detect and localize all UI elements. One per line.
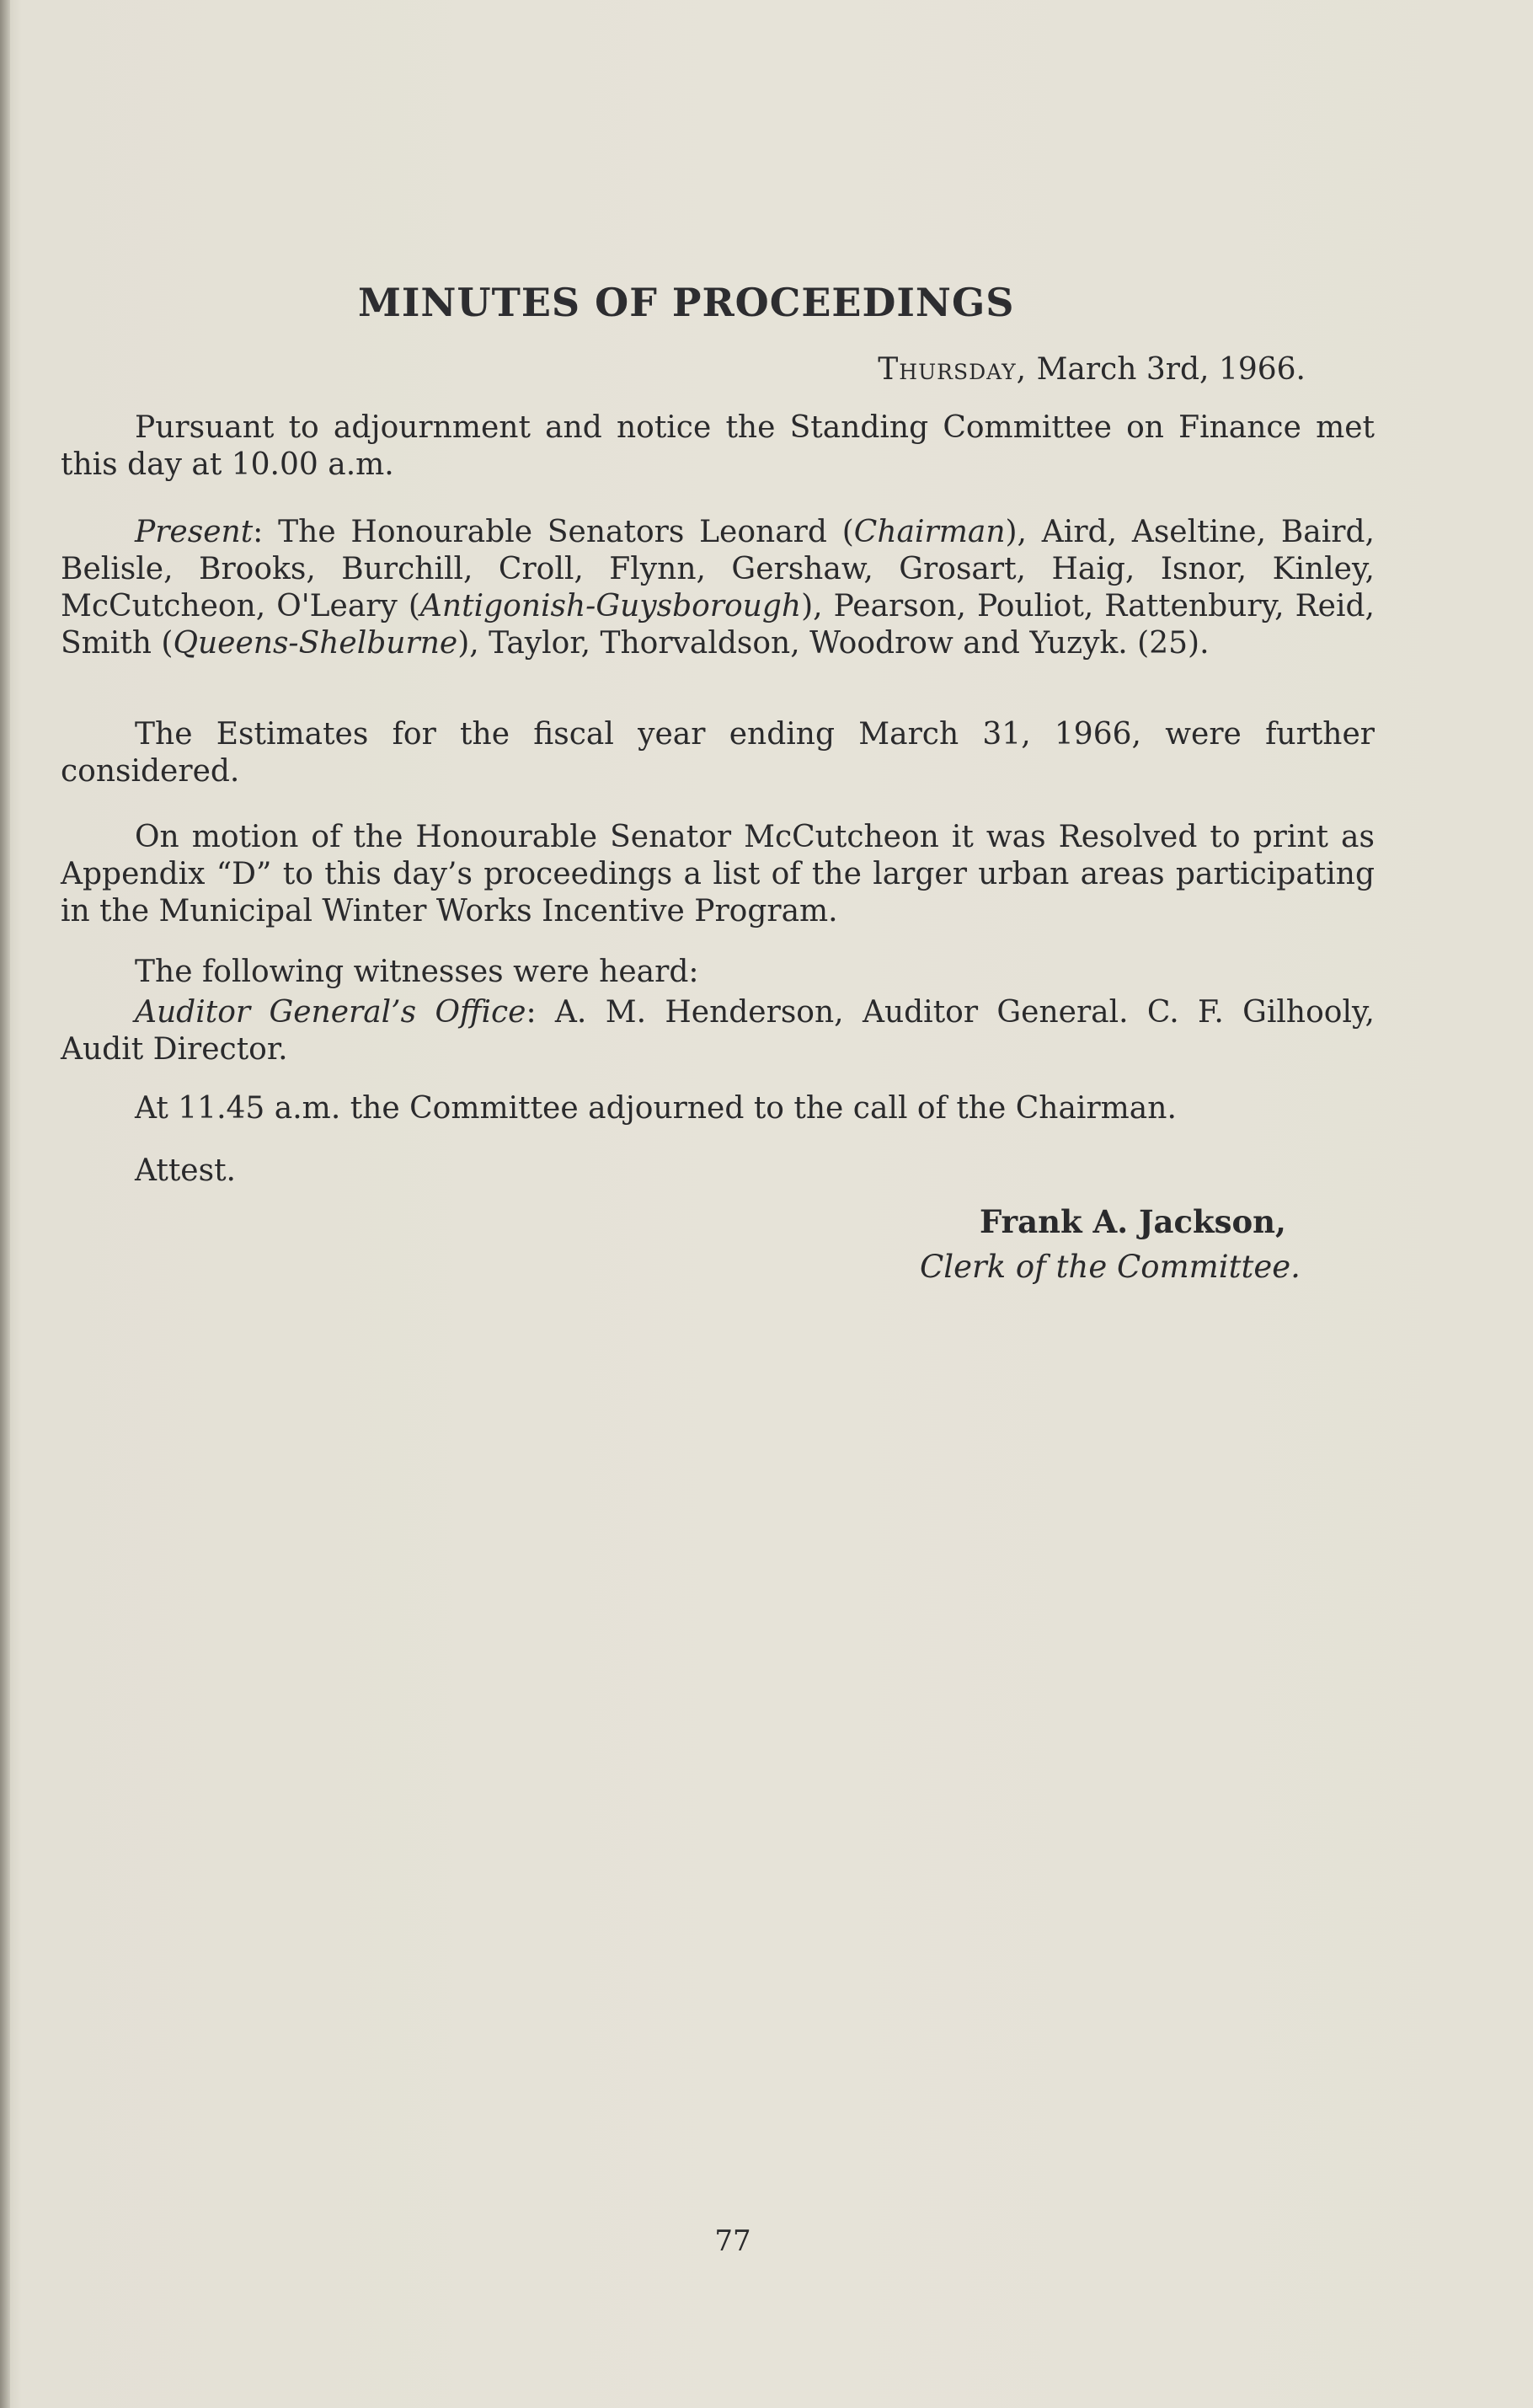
present-text-3: ), Pearson, Pouliot, Rattenbury, Reid, Smith ( <box>61 589 1375 661</box>
meeting-day: Thursday, <box>878 352 1028 387</box>
page-number: 77 <box>714 2224 751 2258</box>
meeting-date-text: March 3rd, 1966. <box>1027 352 1306 387</box>
paragraph-adjournment: Pursuant to adjournment and notice the Standing Committee on Finance met this day at 10.00 a.m. <box>61 410 1375 482</box>
present-text-1: : The Honourable Senators Leonard ( <box>253 515 854 549</box>
auditor-office-label: Auditor General’s Office <box>135 995 526 1030</box>
present-antigonish: Antigonish-Guysborough <box>419 589 802 623</box>
meeting-date <box>878 352 1306 387</box>
paragraph-auditor <box>61 994 1375 1068</box>
signature-name: Frank A. Jackson, <box>980 1203 1286 1240</box>
paragraph-present <box>61 514 1375 662</box>
paragraph-estimates: The Estimates for the fiscal year ending March 31, 1966, were further considered. <box>61 717 1375 789</box>
page-title: MINUTES OF PROCEEDINGS <box>358 280 1015 325</box>
paragraph-adjourned: At 11.45 a.m. the Committee adjourned to the call of the Chairman. <box>135 1091 1177 1126</box>
paragraph-motion: On motion of the Honourable Senator McCutcheon it was Resolved to print as Appendix “D” to this day’s proceedings a list of the larger urban areas participating in the Municipal Winter Works Incentive Program. <box>61 820 1375 928</box>
present-text-2: ), Aird, Aseltine, Baird, Belisle, Brooks, Burchill, Croll, Flynn, Gershaw, Grosart, Haig, Isnor, Kinley, McCutcheon, O'Leary ( <box>61 515 1375 623</box>
present-queens: Queens-Shelburne <box>173 626 458 661</box>
present-text-4: ), Taylor, Thorvaldson, Woodrow and Yuzyk. (25). <box>457 626 1210 661</box>
signature-role: Clerk of the Committee. <box>920 1249 1301 1285</box>
auditor-office-text: : A. M. Henderson, Auditor General. C. F. Gilhooly, Audit Director. <box>61 995 1375 1067</box>
paragraph-attest: Attest. <box>135 1153 236 1188</box>
paragraph-witnesses: The following witnesses were heard: <box>135 955 699 989</box>
binding-gutter <box>0 0 10 2408</box>
present-chairman: Chairman <box>853 515 1006 549</box>
present-label: Present <box>135 515 254 549</box>
